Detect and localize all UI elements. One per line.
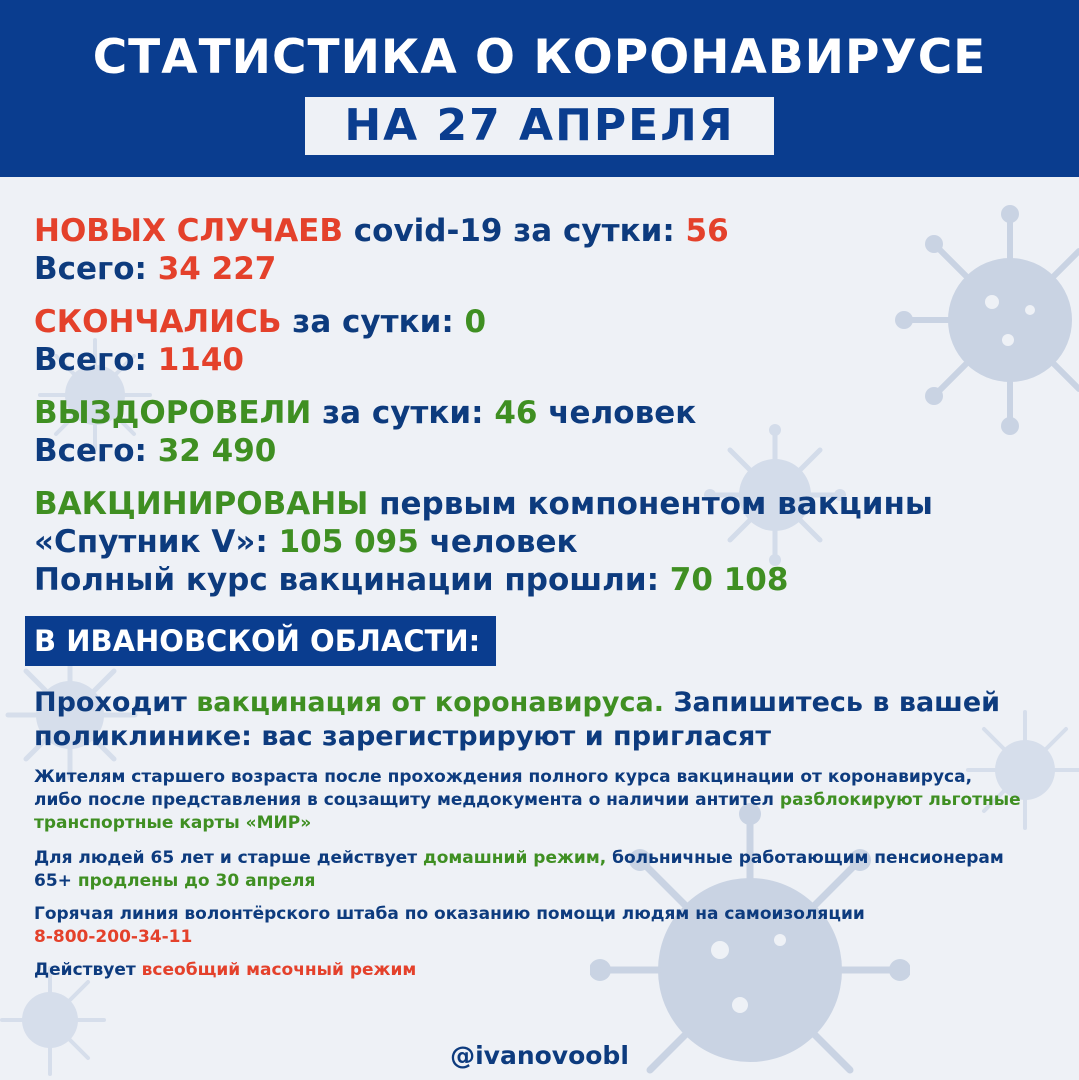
new-cases-line	[34, 212, 729, 250]
vaccinated-line1-rest: первым компонентом вакцины	[368, 486, 933, 522]
note-mask-regime	[34, 959, 416, 982]
deaths-total: 1140	[157, 342, 244, 378]
hotline-phone[interactable]: 8-800-200-34-11	[34, 927, 193, 947]
note-2-pre: Для людей 65 лет и старше действует	[34, 848, 423, 868]
note-4-highlight: всеобщий масочный режим	[141, 960, 417, 980]
note-1-line-2	[34, 789, 1021, 812]
new-cases-total: 34 227	[157, 251, 277, 287]
note-2-line-1	[34, 847, 1004, 870]
lead-post: Запишитесь в вашей	[663, 687, 1001, 718]
vaccination-lead-line-1	[34, 686, 1000, 720]
full-course-label: Полный курс вакцинации прошли:	[34, 562, 670, 598]
vaccination-lead	[34, 686, 1000, 754]
new-cases-label: НОВЫХ СЛУЧАЕВ	[34, 213, 343, 249]
recovered-total-line	[34, 432, 276, 470]
deaths-mid: за сутки:	[281, 304, 465, 340]
vaccinated-line-2	[34, 523, 578, 561]
note-hotline	[34, 903, 865, 949]
vaccine-name: «Спутник V»:	[34, 524, 279, 560]
deaths-line	[34, 303, 486, 341]
note-1-line-1: Жителям старшего возраста после прохождения полного курса вакцинации от коронавируса,	[34, 767, 973, 787]
deaths-label: СКОНЧАЛИСЬ	[34, 304, 282, 340]
note-2-highlight: домашний режим,	[422, 848, 607, 868]
recovered-label: ВЫЗДОРОВЕЛИ	[34, 395, 312, 431]
note-transport-cards	[34, 766, 1021, 835]
new-cases-mid: covid-19 за сутки:	[343, 213, 686, 249]
region-heading: В ИВАНОВСКОЙ ОБЛАСТИ:	[34, 624, 481, 658]
vaccinated-line-3	[34, 561, 788, 599]
first-component-suffix: человек	[418, 524, 578, 560]
page-title: СТАТИСТИКА О КОРОНАВИРУСЕ	[92, 30, 987, 85]
new-cases-daily: 56	[685, 213, 729, 249]
note-2-post: больничные работающим пенсионерам	[606, 848, 1004, 868]
note-3-line-1: Горячая линия волонтёрского штаба по оказанию помощи людям на самоизоляции	[34, 904, 865, 924]
vaccinated-line-1	[34, 485, 933, 523]
recovered-suffix: человек	[537, 395, 697, 431]
note-2-line-2-pre: 65+	[34, 871, 78, 891]
new-cases-total-line	[34, 250, 276, 288]
recovered-line	[34, 394, 696, 432]
recovered-mid: за сутки:	[311, 395, 495, 431]
deaths-daily: 0	[464, 304, 487, 340]
recovered-total-label: Всего:	[34, 433, 158, 469]
vaccination-lead-line-2: поликлинике: вас зарегистрируют и пригласят	[34, 721, 772, 752]
first-component-count: 105 095	[278, 524, 419, 560]
recovered-daily: 46	[494, 395, 538, 431]
note-1-line-2-highlight: разблокируют льготные	[779, 790, 1021, 810]
note-4-pre: Действует	[34, 960, 142, 980]
note-2-line-2	[34, 870, 1004, 893]
lead-pre: Проходит	[34, 687, 197, 718]
lead-highlight: вакцинация от коронавируса.	[196, 687, 664, 718]
new-cases-total-label: Всего:	[34, 251, 158, 287]
social-handle[interactable]: @ivanovoobl	[450, 1041, 629, 1070]
note-2-line-2-highlight: продлены до 30 апреля	[77, 871, 316, 891]
deaths-total-line	[34, 341, 244, 379]
recovered-total: 32 490	[157, 433, 277, 469]
virus-illustration-large	[880, 190, 1079, 450]
note-1-line-2-pre: либо после представления в соцзащиту меддокумента о наличии антител	[34, 790, 780, 810]
note-1-line-3: транспортные карты «МИР»	[34, 813, 312, 833]
deaths-total-label: Всего:	[34, 342, 158, 378]
date-label: НА 27 АПРЕЛЯ	[344, 100, 735, 151]
vaccinated-label: ВАКЦИНИРОВАНЫ	[34, 486, 369, 522]
full-course-count: 70 108	[669, 562, 789, 598]
note-home-regime	[34, 847, 1004, 893]
